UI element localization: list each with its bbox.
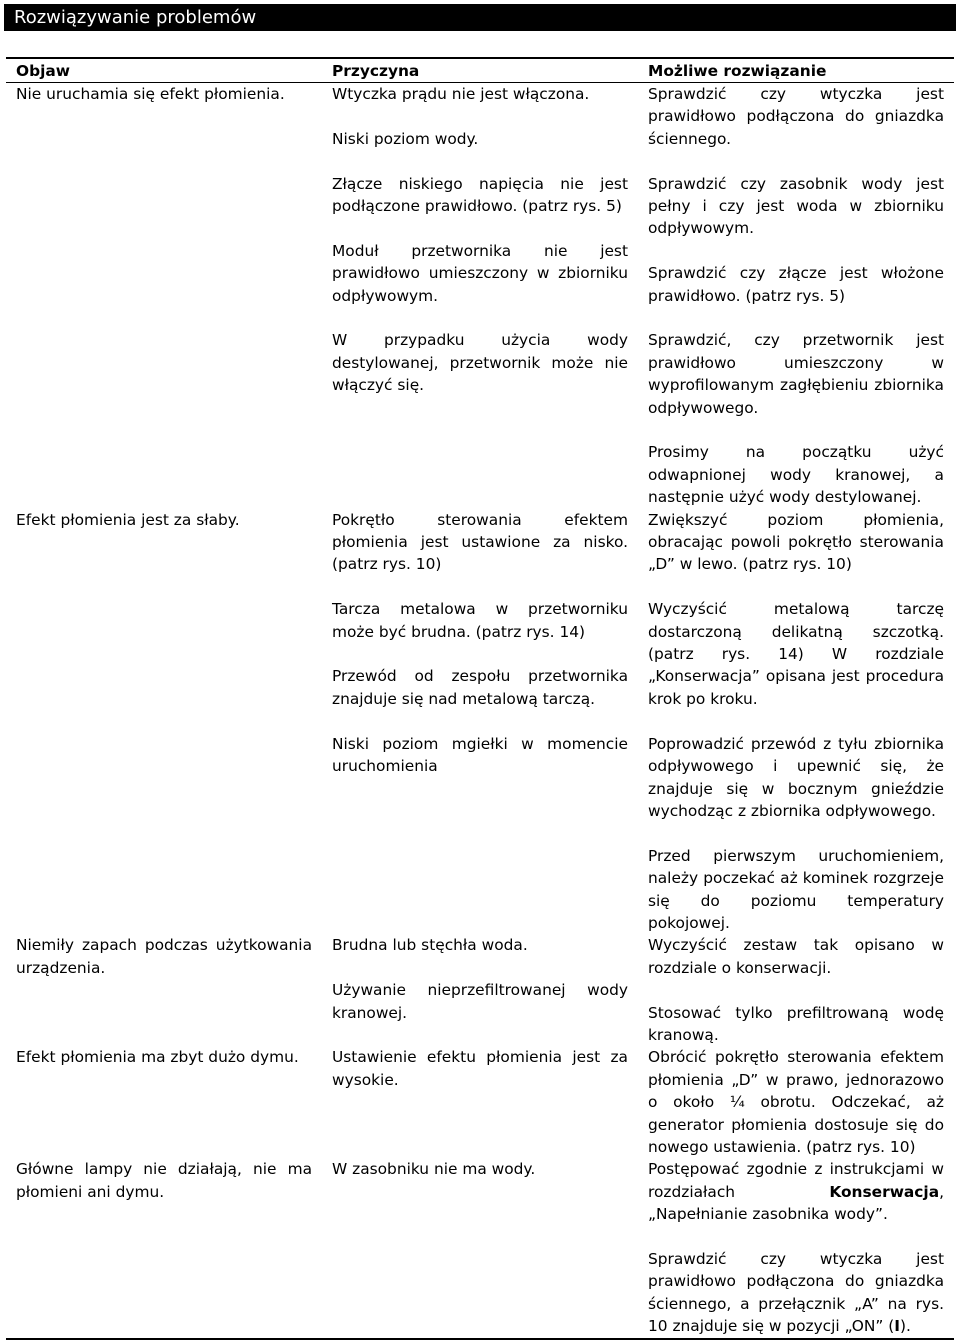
solution-text: Zwiększyć poziom płomienia, obracając powoli pokrętło sterowania „D” w lewo. (patrz rys. 10) xyxy=(648,510,944,574)
solution-text: Wyczyścić metalową tarczę dostarczoną delikatną szczotką. (patrz rys. 14) W rozdziale „Konserwacja” opisana jest procedura krok po kroku. xyxy=(648,600,944,708)
table-row xyxy=(6,1158,954,1338)
section-title: Rozwiązywanie problemów xyxy=(4,4,956,31)
cause-text: Wtyczka prądu nie jest włączona. xyxy=(332,85,590,103)
solution-text: Obrócić pokrętło sterowania efektem płomienia „D” w prawo, jednorazowo o około ¼ obrotu. Odczekać, aż generator płomienia dostosuje się do nowego ustawienia. (patrz rys. 10) xyxy=(648,1048,944,1156)
table-header-row xyxy=(6,58,954,83)
solution-cell xyxy=(638,509,954,935)
symptom-text: Niemiły zapach podczas użytkowania urządzenia. xyxy=(16,936,312,977)
symptom-cell xyxy=(6,1158,322,1338)
cause-text: Brudna lub stęchła woda. xyxy=(332,936,528,955)
cause-cell xyxy=(322,1158,638,1338)
symptom-text: Nie uruchamia się efekt płomienia. xyxy=(16,85,285,103)
solution-cell xyxy=(638,1158,954,1338)
solution-text-bold: Konserwacja xyxy=(829,1182,940,1201)
solution-text-part: , „Napełnianie zasobnika wody”. xyxy=(648,1182,944,1224)
solution-cell xyxy=(638,1046,954,1158)
solution-text-bold: I xyxy=(894,1317,900,1336)
header-solution: Możliwe rozwiązanie xyxy=(638,58,954,83)
solution-text: Sprawdzić czy zasobnik wody jest pełny i czy jest woda w zbiorniku odpływowym. xyxy=(648,174,944,238)
cause-cell xyxy=(322,83,638,509)
solution-text: Sprawdzić, czy przetwornik jest prawidłowo umieszczony w wyprofilowanym zagłębieniu zbiornika odpływowego. xyxy=(648,331,944,417)
cause-cell xyxy=(322,934,638,1046)
solution-text-part: Sprawdzić czy wtyczka jest prawidłowo podłączona do gniazdka ściennego, a przełącznik „A” na rys. 10 znajduje się w pozycji „ON” ( xyxy=(648,1249,944,1336)
solution-text: Przed pierwszym uruchomieniem, należy poczekać aż kominek rozgrzeje się do poziomu temperatury pokojowej. xyxy=(648,846,944,932)
symptom-text: Efekt płomienia ma zbyt dużo dymu. xyxy=(16,1048,299,1067)
cause-text: Przewód od zespołu przetwornika znajduje się nad metalową tarczą. xyxy=(332,667,628,708)
solution-text xyxy=(648,1248,944,1338)
solution-text xyxy=(648,1158,944,1225)
cause-text: Złącze niskiego napięcia nie jest podłączone prawidłowo. (patrz rys. 5) xyxy=(332,174,628,215)
cause-text: Ustawienie efektu płomienia jest za wysokie. xyxy=(332,1048,628,1089)
cause-text: Niski poziom mgiełki w momencie uruchomienia xyxy=(332,734,628,776)
solution-cell xyxy=(638,934,954,1046)
cause-cell xyxy=(322,509,638,935)
solution-text: Sprawdzić czy wtyczka jest prawidłowo podłączona do gniazdka ściennego. xyxy=(648,85,944,148)
cause-cell xyxy=(322,1046,638,1158)
solution-cell xyxy=(638,83,954,509)
header-cause: Przyczyna xyxy=(322,58,638,83)
cause-text: Niski poziom wody. xyxy=(332,129,479,148)
symptom-text: Efekt płomienia jest za słaby. xyxy=(16,510,240,529)
cause-text: W zasobniku nie ma wody. xyxy=(332,1160,536,1179)
symptom-cell xyxy=(6,1046,322,1158)
table-row xyxy=(6,509,954,935)
symptom-text: Główne lampy nie działają, nie ma płomieni ani dymu. xyxy=(16,1160,312,1201)
cause-text: W przypadku użycia wody destylowanej, przetwornik może nie włączyć się. xyxy=(332,331,628,395)
solution-text-part: Postępować zgodnie z instrukcjami w rozdziałach xyxy=(648,1160,944,1201)
solution-text: Sprawdzić czy złącze jest włożone prawidłowo. (patrz rys. 5) xyxy=(648,264,944,305)
cause-text: Tarcza metalowa w przetworniku może być brudna. (patrz rys. 14) xyxy=(332,600,628,641)
cause-text: Moduł przetwornika nie jest prawidłowo umieszczony w zbiorniku odpływowym. xyxy=(332,241,628,305)
solution-text: Wyczyścić zestaw tak opisano w rozdziale o konserwacji. xyxy=(648,936,944,977)
symptom-cell xyxy=(6,83,322,509)
header-symptom: Objaw xyxy=(6,58,322,83)
troubleshooting-table xyxy=(6,57,954,1340)
symptom-cell xyxy=(6,934,322,1046)
solution-text-part: ). xyxy=(899,1317,911,1336)
solution-text: Prosimy na początku użyć odwapnionej wody kranowej, a następnie użyć wody destylowanej. xyxy=(648,443,944,507)
cause-text: Używanie nieprzefiltrowanej wody kranowej. xyxy=(332,981,628,1022)
table-row xyxy=(6,83,954,509)
table-row xyxy=(6,1046,954,1158)
table-row xyxy=(6,934,954,1046)
solution-text: Poprowadzić przewód z tyłu zbiornika odpływowego i upewnić się, że znajduje się w bocznym gnieździe wychodząc z zbiornika odpływowego. xyxy=(648,734,944,820)
cause-text: Pokrętło sterowania efektem płomienia jest ustawione za nisko. (patrz rys. 10) xyxy=(332,510,628,574)
solution-text: Stosować tylko prefiltrowaną wodę kranową. xyxy=(648,1003,944,1044)
symptom-cell xyxy=(6,509,322,935)
